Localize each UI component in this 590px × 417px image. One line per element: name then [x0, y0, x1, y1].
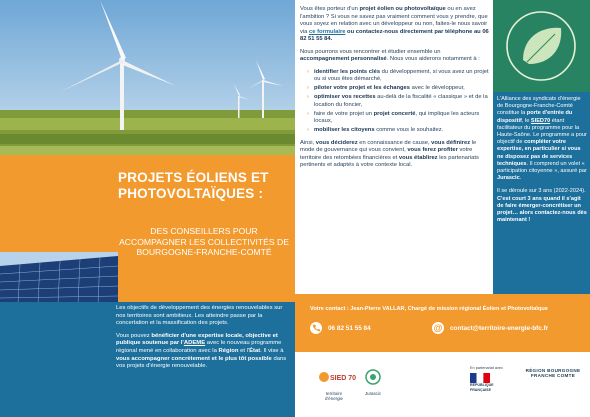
text-run: Ainsi, — [300, 139, 316, 146]
email-address: contact@territoire-energie-bfc.fr — [450, 324, 549, 332]
text-run: et l' — [238, 347, 250, 354]
text-run: étant facilitateur du programme pour la Haute-Saône. Le programme a pour objectif de — [497, 117, 587, 146]
text-run-bold: porte d'entrée du dispositif — [497, 110, 573, 124]
text-run: Nous pourrons vous rencontrer et étudier ensemble un — [300, 48, 441, 55]
leaf-photo — [493, 0, 590, 92]
text-run-bold: projet éolien ou photovoltaïque — [359, 6, 446, 12]
region-logo-text: RÉGION BOURGOGNE FRANCHE COMTE — [525, 368, 581, 378]
contact-phone[interactable] — [310, 322, 430, 334]
text-run-bold: identifier les points clés — [314, 68, 381, 75]
text-run-bold: vous ferez profiter — [407, 147, 458, 153]
text-run-bold: Jurascic — [497, 175, 520, 182]
sied70-logo — [318, 368, 357, 401]
text-run-bold: vous établirez — [398, 154, 438, 161]
text-run: , le — [521, 117, 531, 124]
text-run-bold: vous accompagner concrètement et le plus tôt possible — [116, 355, 272, 362]
sied70-link[interactable]: SIED70 — [530, 117, 551, 124]
text-run-bold: accompagnement personnalisé — [300, 56, 387, 62]
text-run-bold: C'est court 3 ans quand il s'agit de faire émerger-concrétiser un projet… alors contactez-nous dès maintenant ! — [497, 195, 587, 224]
text-run-bold: ou contactez-nous directement par téléphone au 06 82 51 55 84. — [300, 28, 489, 42]
text-run: dans vos projets d'énergie renouvelable. — [116, 355, 287, 370]
alliance-paragraph-1 — [497, 96, 587, 182]
text-run: faire de votre projet un — [314, 110, 374, 117]
text-run: comme vous le souhaitez. — [374, 127, 444, 133]
objectives-paragraph-2 — [116, 333, 288, 371]
jurascic-logo — [356, 368, 390, 398]
intro-paragraph-1 — [300, 6, 490, 44]
solar-panel-photo — [0, 252, 118, 304]
phone-icon — [310, 322, 322, 334]
contact-email[interactable] — [432, 322, 588, 334]
text-run: les partenariats pertinents et adaptés à votre contexte local. — [300, 154, 479, 168]
alliance-paragraph-2 — [497, 188, 587, 224]
text-run-bold: État — [249, 347, 261, 354]
text-run: avec le nouveau programme régional mené en collaboration avec la — [116, 340, 282, 354]
partnership-caption: En partenariat avec — [470, 366, 503, 370]
text-run: , qui implique les acteurs locaux, — [314, 110, 480, 124]
text-run: votre territoire des retombées financières et — [300, 147, 473, 161]
page-title: PROJETS ÉOLIENS ET PHOTOVOLTAÏQUES : — [118, 170, 269, 201]
form-link[interactable]: ce formulaire — [309, 28, 346, 35]
region-bfc-logo — [523, 368, 583, 398]
list-item — [308, 85, 490, 93]
at-icon: @ — [433, 322, 443, 333]
objectives-paragraph-1: Les objectifs de développement des énergies renouvelables sur nos territoires sont ambitieux. Les atteindre passe par la concertation et la massification des projets. — [116, 305, 283, 327]
wind-turbine-photo — [0, 0, 295, 170]
text-run-bold: bénéficier d'une expertise locale, objective et publique soutenue par l' — [116, 332, 278, 347]
jurascic-logo-text: Jurascic — [364, 391, 382, 396]
text-run: en connaissance de cause, — [357, 139, 432, 146]
sied-logo-subtext: territoire d'énergie — [325, 391, 343, 401]
text-run: . Il comprend un volet « participation citoyenne », assuré par — [497, 160, 587, 175]
text-run-bold: mobiliser les citoyens — [314, 127, 375, 133]
list-item — [308, 127, 490, 135]
text-run: le mode de gouvernance qui vous convient, — [300, 139, 477, 153]
text-run-bold: vous définirez — [431, 139, 471, 146]
objectives-text — [116, 305, 288, 376]
text-run-bold: projet concerté — [373, 110, 416, 117]
intro-paragraph-2 — [300, 49, 490, 64]
alliance-text — [497, 96, 587, 230]
ademe-link[interactable]: ADEME — [183, 340, 206, 347]
text-run: Vous pouvez — [116, 332, 152, 339]
list-item — [308, 69, 490, 84]
list-item — [308, 94, 490, 109]
rf-text: RÉPUBLIQUE FRANÇAISE — [470, 383, 494, 392]
text-run: ou en avez l'ambition ? Si vous ne savez pas vraiment comment vous y prendre, que vous soyez en relation avec un développeur ou non, faites-le nous savoir via — [300, 6, 488, 35]
support-list — [300, 69, 490, 135]
text-run-bold: vous déciderez — [315, 139, 358, 146]
text-run-bold: piloter votre projet et les échanges — [314, 85, 410, 91]
text-run: . — [519, 175, 522, 182]
text-run: . Il vise à — [260, 347, 284, 354]
text-run: au-delà de la fiscalité « classique » et de la location du foncier, — [314, 94, 488, 108]
conclusion-paragraph — [300, 140, 490, 170]
text-run: du développement, si vous avez un projet ou si vous êtes démarché, — [314, 68, 489, 82]
text-run: L'Alliance des syndicats d'énergie de Bourgogne-Franche-Comté constitue la — [497, 96, 581, 117]
sied-logo-text: SIED 70 — [330, 375, 357, 382]
text-run: avec le développeur, — [410, 85, 465, 91]
main-text-column — [300, 6, 490, 175]
text-run-bold: Région — [218, 347, 239, 354]
page-subtitle: DES CONSEILLERS POUR ACCOMPAGNER LES COLLECTIVITÉS DE BOURGOGNE-FRANCHE-COMTÉ — [119, 226, 289, 257]
list-item — [308, 111, 490, 126]
phone-number: 06 82 51 55 84 — [328, 324, 371, 332]
republique-francaise-logo — [470, 366, 514, 400]
text-run: Il se déroule sur 3 ans (2022-2024). — [497, 188, 586, 195]
contact-label: Votre contact : Jean-Pierre VALLAR, Chargé de mission régional Éolien et Photovoltaïque — [310, 306, 548, 312]
text-run-bold: optimiser vos recettes — [314, 94, 376, 100]
text-run-bold: compléter votre expertise, en particulier si vous ne disposez pas de services techniques — [497, 139, 581, 167]
text-run: Vous êtes porteur d'un — [300, 6, 360, 12]
text-run: . Nous vous aiderons notamment à : — [386, 56, 480, 62]
